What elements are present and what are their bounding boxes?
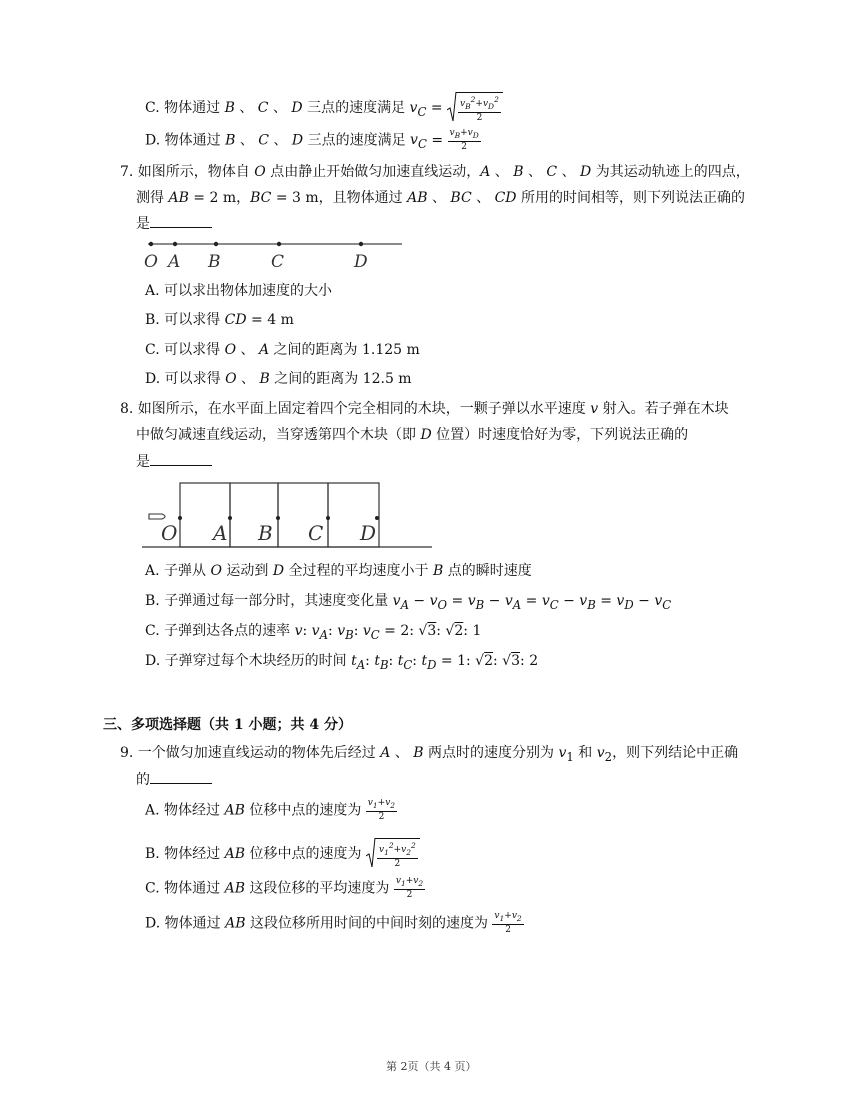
- q7-stem-line3: 是: [136, 213, 212, 234]
- page-footer: 第 2页（共 4 页）: [386, 1060, 477, 1073]
- section-title: 三、多项选择题（共 1 小题；共 4 分）: [103, 717, 352, 733]
- label-b: B: [208, 252, 221, 272]
- q9-option-a: A. 物体经过 AB 位移中点的速度为 $\frac{v_1+v_2}{2}$: [145, 798, 396, 822]
- q9-stem-line2: 的: [136, 769, 212, 790]
- q7-option-b: B. 可以求得 CD = 4 m: [145, 312, 294, 328]
- label-a: A: [213, 521, 228, 545]
- q9-option-b: B. 物体经过 AB 位移中点的速度为 $\frac{v_1^2+v_2^2}{2}$: [145, 838, 420, 870]
- point-c: [277, 242, 281, 246]
- q7-option-d: D. 可以求得 O 、 B 之间的距离为 12.5 m: [145, 371, 412, 387]
- sqrt-expression: $\frac{v_B^2+v_D^2}{2}$: [447, 92, 503, 124]
- label-d: D: [354, 252, 368, 272]
- point-b: [214, 242, 218, 246]
- q9-option-c: C. 物体通过 AB 这段位移的平均速度为 $\frac{v_1+v_2}{2}$: [145, 876, 424, 900]
- q7-stem-line2: 测得 AB = 2 m，BC = 3 m，且物体通过 AB 、 BC 、 CD 所用的时间相等，则下列说法正确的: [136, 190, 745, 206]
- label-o: O: [144, 252, 158, 272]
- q7-option-c: C. 可以求得 O 、 A 之间的距离为 1.125 m: [145, 342, 420, 358]
- label-o: O: [161, 521, 178, 545]
- point-a: [173, 242, 177, 246]
- q8-figure: [140, 478, 440, 552]
- label-c: C: [271, 252, 285, 272]
- q9-stem-line1: 9. 一个做匀加速直线运动的物体先后经过 A 、 B 两点时的速度分别为 $v_1$ 和 $v_2$，则下列结论中正确: [120, 745, 739, 764]
- q6-option-d: D. 物体通过 B 、 C 、 D 三点的速度满足 $v_C$ = $\frac{v_B+v_D}{2}$: [145, 128, 479, 152]
- answer-blank[interactable]: [150, 451, 212, 466]
- q8-option-b: B. 子弹通过每一部分时，其速度变化量 $v_A - v_O = v_B - v_A = v_C - v_B = v_D - v_C$: [145, 593, 672, 612]
- answer-blank[interactable]: [150, 213, 212, 228]
- point-d: [359, 242, 363, 246]
- label-c: C: [308, 521, 324, 545]
- label-a: A: [168, 252, 181, 272]
- answer-blank[interactable]: [150, 769, 212, 784]
- q9-option-d: D. 物体通过 AB 这段位移所用时间的中间时刻的速度为 $\frac{v_1+v_2}{2}$: [145, 911, 522, 935]
- q8-stem-line2: 中做匀减速直线运动，当穿透第四个木块（即 D 位置）时速度恰好为零，下列说法正确的: [136, 427, 689, 443]
- label-d: D: [360, 521, 377, 545]
- q6-option-c: C. 物体通过 B 、 C 、 D 三点的速度满足 $v_C$ = $\frac{v_B^2+v_D^2}{2}$: [145, 92, 503, 124]
- q8-option-c: C. 子弹到达各点的速率 v: $v_A$: $v_B$: $v_C = 2$: √3: √2: 1: [145, 623, 482, 642]
- q8-option-a: A. 子弹从 O 运动到 D 全过程的平均速度小于 B 点的瞬时速度: [145, 563, 532, 579]
- q8-stem-line1: 8. 如图所示，在水平面上固定着四个完全相同的木块，一颗子弹以水平速度 v 射入。若子弹在木块: [120, 401, 729, 417]
- q8-stem-line3: 是: [136, 451, 212, 472]
- bullet-icon: [149, 514, 165, 519]
- q7-stem-line1: 7. 如图所示，物体自 O 点由静止开始做匀加速直线运动，A 、 B 、 C 、 D 为其运动轨迹上的四点，: [120, 164, 750, 180]
- point-o: [149, 242, 153, 246]
- label-b: B: [258, 521, 273, 545]
- sqrt-expression: $\frac{v_1^2+v_2^2}{2}$: [366, 838, 420, 870]
- q7-option-a: A. 可以求出物体加速度的大小: [145, 283, 333, 299]
- q8-option-d: D. 子弹穿过每个木块经历的时间 $t_A$: $t_B$: $t_C$: $t_D = 1$: √2: √3: 2: [145, 653, 539, 672]
- q7-figure: [140, 236, 410, 274]
